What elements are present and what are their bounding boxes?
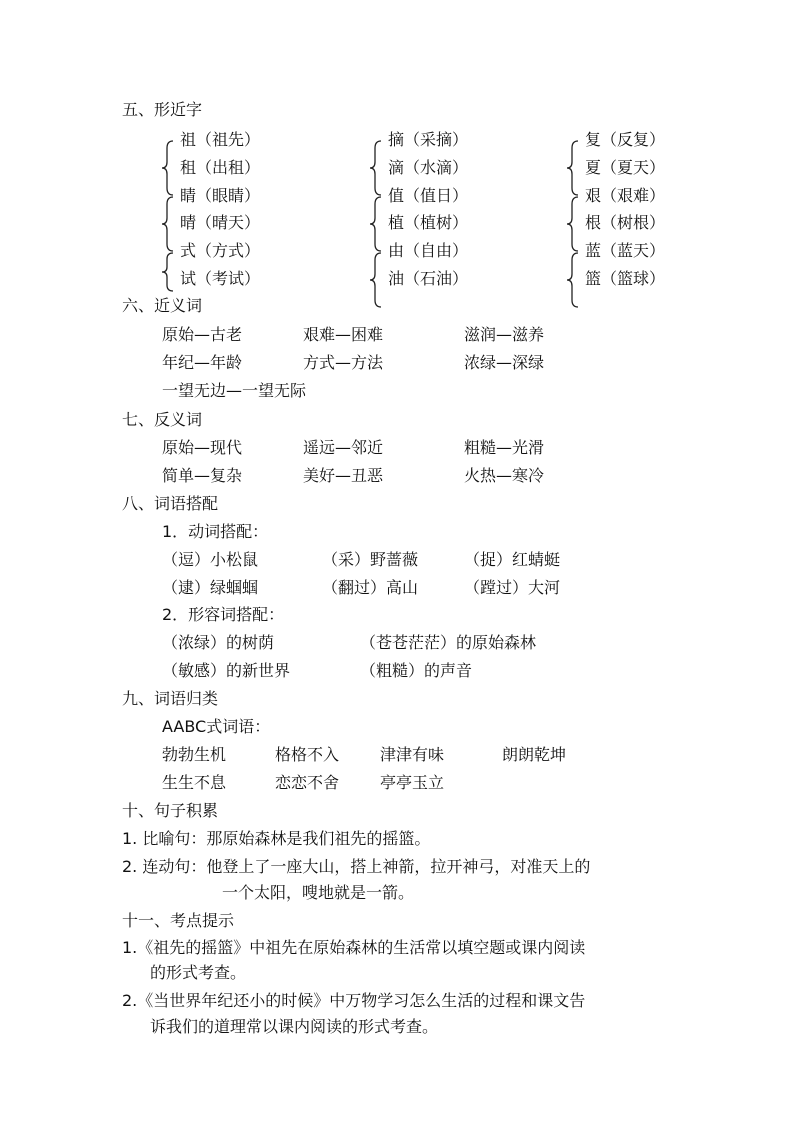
antonym-pair: 粗糙—光滑 <box>464 438 545 457</box>
similar-char-item: 滴（水滴） <box>388 158 469 177</box>
similar-char-item: 试（考试） <box>180 269 261 288</box>
brace-mark <box>565 140 581 196</box>
collocation-item: （苍苍茫茫）的原始森林 <box>360 633 537 652</box>
section-7-title: 七、反义词 <box>122 410 203 429</box>
idiom-item: 亭亭玉立 <box>380 773 445 792</box>
exam-tip-continuation: 的形式考查。 <box>150 963 247 982</box>
similar-char-item: 篮（篮球） <box>585 269 666 288</box>
similar-char-item: 复（反复） <box>585 130 666 149</box>
idiom-item: 格格不入 <box>275 745 340 764</box>
antonym-pair: 火热—寒冷 <box>464 466 545 485</box>
similar-char-item: 租（出租） <box>180 158 261 177</box>
similar-char-item: 祖（祖先） <box>180 130 261 149</box>
similar-char-item: 根（树根） <box>585 213 666 232</box>
section-8-title: 八、词语搭配 <box>122 494 219 513</box>
similar-char-item: 夏（夏天） <box>585 158 666 177</box>
brace-mark <box>565 196 581 252</box>
synonym-pair: 年纪—年龄 <box>162 353 243 372</box>
antonym-pair: 美好—丑恶 <box>303 466 384 485</box>
subheading: 2．形容词搭配： <box>162 605 285 624</box>
similar-char-item: 由（自由） <box>388 241 469 260</box>
brace-mark <box>160 196 176 252</box>
collocation-item: （敏感）的新世界 <box>162 661 291 680</box>
synonym-pair: 原始—古老 <box>162 325 243 344</box>
section-10-title: 十、句子积累 <box>122 801 219 820</box>
similar-char-item: 睛（眼睛） <box>180 186 261 205</box>
synonym-pair: 浓绿—深绿 <box>464 353 545 372</box>
antonym-pair: 遥远—邻近 <box>303 438 384 457</box>
collocation-item: （逗）小松鼠 <box>162 550 259 569</box>
section-5-title: 五、形近字 <box>122 100 203 119</box>
brace-mark <box>565 252 581 308</box>
similar-char-item: 摘（采摘） <box>388 130 469 149</box>
synonym-pair: 滋润—滋养 <box>464 325 545 344</box>
section-6-title: 六、近义词 <box>122 296 203 315</box>
collocation-item: （浓绿）的树荫 <box>162 633 275 652</box>
sentence-item: 2. 连动句：他登上了一座大山，搭上神箭，拉开神弓，对准天上的 <box>122 857 591 876</box>
synonym-pair: 方式—方法 <box>303 353 384 372</box>
similar-char-item: 式（方式） <box>180 241 261 260</box>
similar-char-item: 油（石油） <box>388 269 469 288</box>
brace-mark <box>160 252 176 292</box>
subheading: AABC式词语： <box>162 717 271 736</box>
collocation-item: （捉）红蜻蜓 <box>464 550 561 569</box>
collocation-item: （采）野蔷薇 <box>322 550 419 569</box>
sentence-item: 1. 比喻句：那原始森林是我们祖先的摇篮。 <box>122 829 431 848</box>
exam-tip-item: 1.《祖先的摇篮》中祖先在原始森林的生活常以填空题或课内阅读 <box>122 938 586 957</box>
idiom-item: 朗朗乾坤 <box>502 745 567 764</box>
idiom-item: 津津有味 <box>380 745 445 764</box>
collocation-item: （翻过）高山 <box>322 578 419 597</box>
idiom-item: 恋恋不舍 <box>275 773 340 792</box>
brace-mark <box>368 140 384 196</box>
antonym-pair: 简单—复杂 <box>162 466 243 485</box>
exam-tip-item: 2.《当世界年纪还小的时候》中万物学习怎么生活的过程和课文告 <box>122 991 586 1010</box>
similar-char-item: 艰（艰难） <box>585 186 666 205</box>
collocation-item: （粗糙）的声音 <box>360 661 473 680</box>
subheading: 1．动词搭配： <box>162 522 269 541</box>
brace-mark <box>160 140 176 196</box>
synonym-pair: 艰难—困难 <box>303 325 384 344</box>
idiom-item: 生生不息 <box>162 773 227 792</box>
idiom-item: 勃勃生机 <box>162 745 227 764</box>
similar-char-item: 蓝（蓝天） <box>585 241 666 260</box>
similar-char-item: 值（值日） <box>388 186 469 205</box>
sentence-continuation: 一个太阳，嗖地就是一箭。 <box>222 883 415 902</box>
synonym-pair: 一望无边—一望无际 <box>162 381 307 400</box>
section-9-title: 九、词语归类 <box>122 689 219 708</box>
brace-mark <box>368 196 384 252</box>
antonym-pair: 原始—现代 <box>162 438 243 457</box>
collocation-item: （蹚过）大河 <box>464 578 561 597</box>
brace-mark <box>368 252 384 308</box>
collocation-item: （逮）绿蝈蝈 <box>162 578 259 597</box>
exam-tip-continuation: 诉我们的道理常以课内阅读的形式考查。 <box>150 1017 439 1036</box>
similar-char-item: 植（植树） <box>388 213 469 232</box>
similar-char-item: 晴（晴天） <box>180 213 261 232</box>
section-11-title: 十一、考点提示 <box>122 911 235 930</box>
